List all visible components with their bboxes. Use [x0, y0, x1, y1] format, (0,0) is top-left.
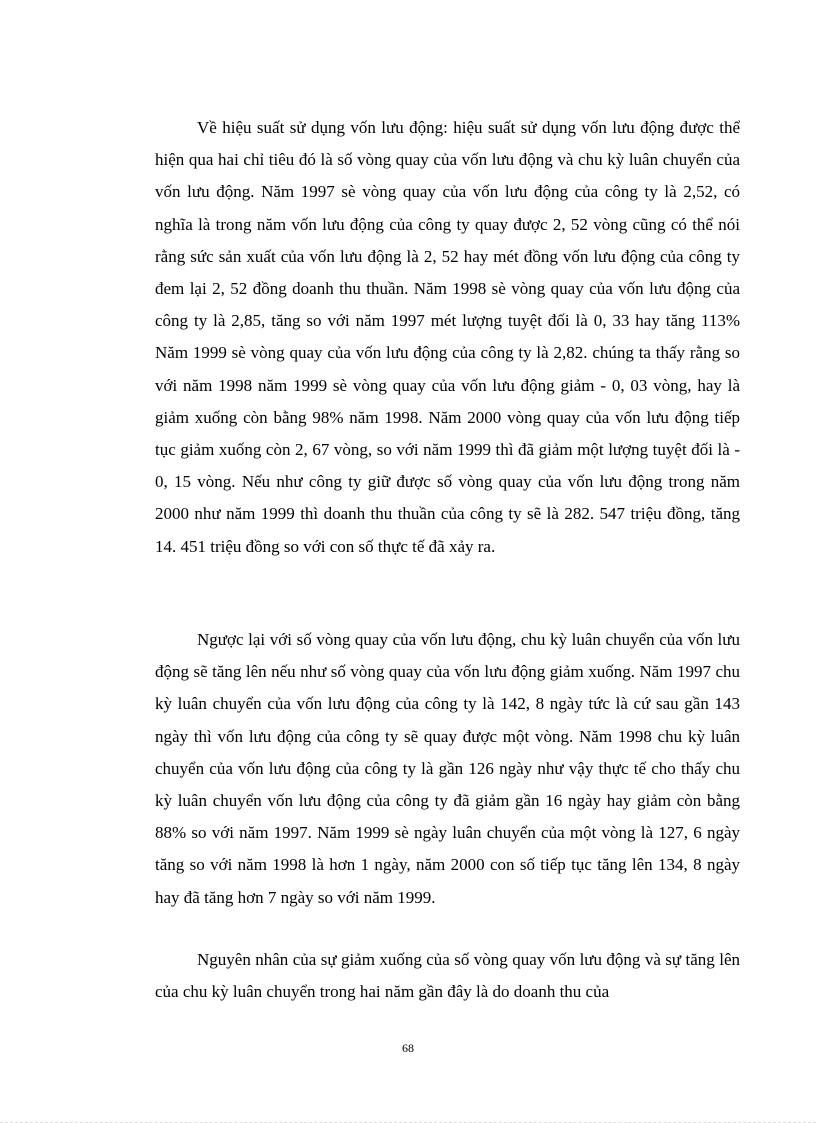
body-paragraph-2: Ngược lại với số vòng quay của vốn lưu động, chu kỳ luân chuyển của vốn lưu động sẽ tăng lên nếu như số vòng quay của vốn lưu động giảm xuống. Năm 1997 chu kỳ luân chuyển của vốn lưu động của công ty là 142, 8 ngày tức là cứ sau gần 143 ngày thì vốn lưu động của công ty sẽ quay được một vòng. Năm 1998 chu kỳ luân chuyển của vốn lưu động của công ty là gần 126 ngày như vậy thực tế cho thấy chu kỳ luân chuyển vốn lưu động của công ty đã giảm gần 16 ngày hay giảm còn bằng 88% so với năm 1997. Năm 1999 sè ngày luân chuyển của một vòng là 127, 6 ngày tăng so với năm 1998 là hơn 1 ngày, năm 2000 con số tiếp tục tăng lên 134, 8 ngày hay đã tăng hơn 7 ngày so với năm 1999. [155, 630, 740, 907]
page-number: 68 [402, 1041, 414, 1055]
body-paragraph-1: Về hiệu suất sử dụng vốn lưu động: hiệu suất sử dụng vốn lưu động được thể hiện qua hai chỉ tiêu đó là số vòng quay của vốn lưu động và chu kỳ luân chuyển của vốn lưu động. Năm 1997 sè vòng quay của vốn lưu động của công ty là 2,52, có nghĩa là trong năm vốn lưu động của công ty quay được 2, 52 vòng cũng có thể nói rằng sức sản xuất của vốn lưu động là 2, 52 hay mét đồng vốn lưu động của công ty đem lại 2, 52 đồng doanh thu thuần. Năm 1998 sè vòng quay của vốn lưu động của công ty là 2,85, tăng so với năm 1997 mét lượng tuyệt đối là 0, 33 hay tăng 113% Năm 1999 sè vòng quay của vốn lưu động của công ty là 2,82. chúng ta thấy rằng so với năm 1998 năm 1999 sè vòng quay của vốn lưu động giảm - 0, 03 vòng, hay là giảm xuống còn bằng 98% năm 1998. Năm 2000 vòng quay của vốn lưu động tiếp tục giảm xuống còn 2, 67 vòng, so với năm 1999 thì đã giảm một lượng tuyệt đối là - 0, 15 vòng. Nếu như công ty giữ được số vòng quay của vốn lưu động trong năm 2000 như năm 1999 thì doanh thu thuần của công ty sẽ là 282. 547 triệu đồng, tăng 14. 451 triệu đồng so với con số thực tế đã xảy ra. [155, 118, 740, 556]
body-paragraph-3: Nguyên nhân của sự giảm xuống của số vòng quay vốn lưu động và sự tăng lên của chu kỳ luân chuyển trong hai năm gần đây là do doanh thu của [155, 950, 740, 1002]
